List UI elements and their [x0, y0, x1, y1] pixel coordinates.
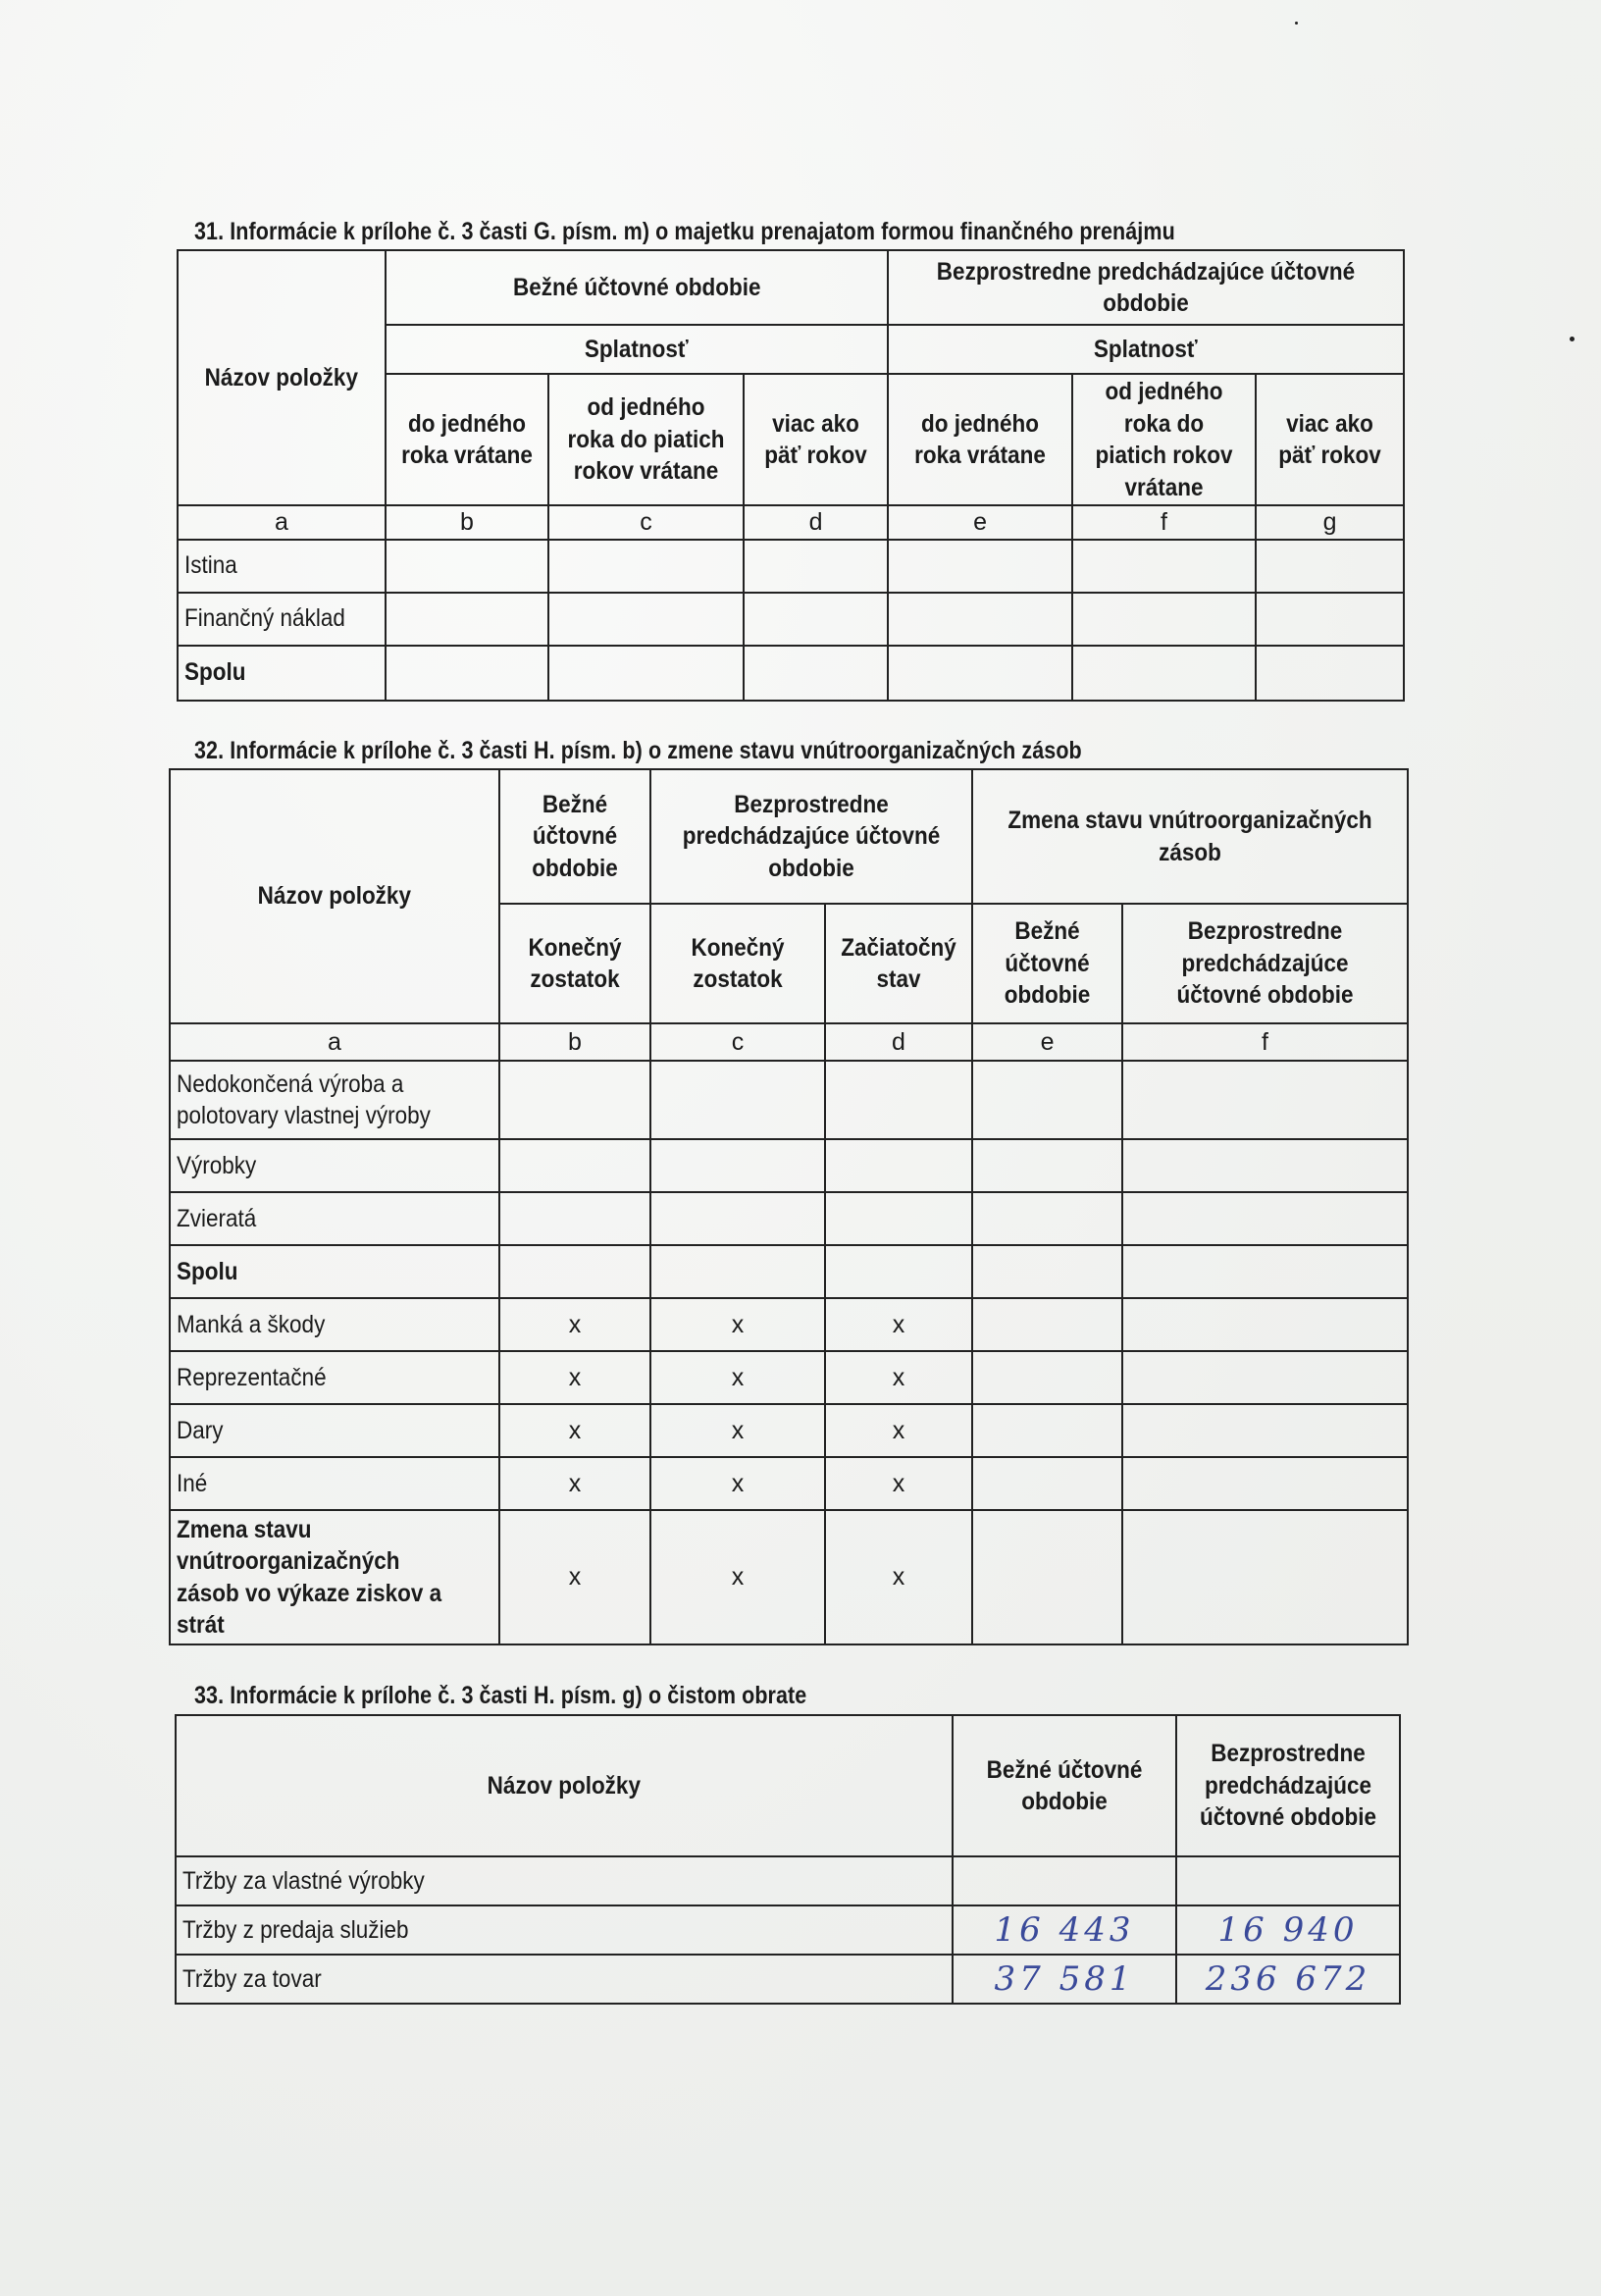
s32-letter-d: d — [825, 1023, 972, 1061]
s32-cell-d[interactable] — [825, 1139, 972, 1192]
s32-row-label: Spolu — [170, 1245, 499, 1298]
s32-letter-f: f — [1122, 1023, 1408, 1061]
s33-row-label: Tržby za vlastné výrobky — [176, 1856, 953, 1905]
s31-letter-e: e — [888, 505, 1072, 540]
s31-cell[interactable] — [386, 646, 548, 701]
s31-col-g-header: viac ako päť rokov — [1256, 374, 1404, 505]
section-31-title: 31. Informácie k prílohe č. 3 časti G. písm. m) o majetku prenajatom formou finančného prenájmu — [194, 218, 1175, 245]
s31-maturity-current: Splatnosť — [386, 325, 888, 374]
s32-cell-c[interactable]: x — [650, 1351, 825, 1404]
s32-cell-c[interactable] — [650, 1061, 825, 1139]
s32-row-label: Zvieratá — [170, 1192, 499, 1245]
s31-cell[interactable] — [1072, 646, 1256, 701]
s32-cell-c[interactable] — [650, 1139, 825, 1192]
s33-row-label: Tržby z predaja služieb — [176, 1905, 953, 1955]
s32-cell-d[interactable]: x — [825, 1404, 972, 1457]
s31-cell[interactable] — [744, 646, 888, 701]
s33-previous-value[interactable]: 16 940 — [1176, 1905, 1400, 1955]
s31-row-label: Istina — [178, 540, 386, 593]
s33-previous-value[interactable]: 236 672 — [1176, 1955, 1400, 2004]
s32-cell-d[interactable] — [825, 1061, 972, 1139]
s31-cell[interactable] — [888, 593, 1072, 646]
section-32-table — [169, 768, 1409, 1645]
s32-cell-e[interactable] — [972, 1510, 1122, 1644]
s31-name-header: Názov položky — [178, 250, 386, 505]
s32-cell-b[interactable] — [499, 1245, 650, 1298]
s32-name-header: Názov položky — [170, 769, 499, 1023]
s31-row-label: Spolu — [178, 646, 386, 701]
s32-cell-b[interactable] — [499, 1192, 650, 1245]
s32-cell-e[interactable] — [972, 1061, 1122, 1139]
s32-cell-b[interactable]: x — [499, 1404, 650, 1457]
s32-cell-c[interactable]: x — [650, 1298, 825, 1351]
s31-cell[interactable] — [1256, 646, 1404, 701]
s31-cell[interactable] — [548, 646, 744, 701]
s32-col-b-header: Konečný zostatok — [499, 904, 650, 1023]
s32-cell-d[interactable]: x — [825, 1298, 972, 1351]
s32-cell-d[interactable]: x — [825, 1510, 972, 1644]
s32-cell-f[interactable] — [1122, 1404, 1408, 1457]
s31-cell[interactable] — [744, 540, 888, 593]
s31-col-c-header: od jedného roka do piatich rokov vrátane — [548, 374, 744, 505]
s32-cell-d[interactable]: x — [825, 1457, 972, 1510]
s31-col-b-header: do jedného roka vrátane — [386, 374, 548, 505]
s31-letter-c: c — [548, 505, 744, 540]
s31-cell[interactable] — [1256, 593, 1404, 646]
s32-letter-c: c — [650, 1023, 825, 1061]
s32-cell-f[interactable] — [1122, 1457, 1408, 1510]
s32-cell-b[interactable]: x — [499, 1510, 650, 1644]
s32-letter-a: a — [170, 1023, 499, 1061]
s32-cell-e[interactable] — [972, 1139, 1122, 1192]
s31-cell[interactable] — [548, 540, 744, 593]
s31-col-d-header: viac ako päť rokov — [744, 374, 888, 505]
s32-row-label: Iné — [170, 1457, 499, 1510]
s31-cell[interactable] — [1072, 593, 1256, 646]
s33-previous-value[interactable] — [1176, 1856, 1400, 1905]
s32-cell-f[interactable] — [1122, 1139, 1408, 1192]
s32-cell-f[interactable] — [1122, 1192, 1408, 1245]
s32-cell-f[interactable] — [1122, 1245, 1408, 1298]
s31-cell[interactable] — [386, 540, 548, 593]
s33-current-period-header: Bežné účtovné obdobie — [953, 1715, 1176, 1856]
s31-cell[interactable] — [386, 593, 548, 646]
s33-name-header: Názov položky — [176, 1715, 953, 1856]
s31-letter-a: a — [178, 505, 386, 540]
s33-previous-period-header: Bezprostredne predchádzajúce účtovné obdobie — [1176, 1715, 1400, 1856]
section-33-table — [175, 1714, 1401, 2005]
s31-cell[interactable] — [888, 646, 1072, 701]
s32-cell-b[interactable]: x — [499, 1351, 650, 1404]
s31-cell[interactable] — [744, 593, 888, 646]
s32-cell-b[interactable] — [499, 1061, 650, 1139]
s32-row-label: Reprezentačné — [170, 1351, 499, 1404]
s33-current-value[interactable]: 37 581 — [953, 1955, 1176, 2004]
s31-letter-d: d — [744, 505, 888, 540]
s32-cell-e[interactable] — [972, 1245, 1122, 1298]
s32-cell-e[interactable] — [972, 1351, 1122, 1404]
s32-cell-d[interactable] — [825, 1192, 972, 1245]
s32-cell-c[interactable]: x — [650, 1510, 825, 1644]
s31-cell[interactable] — [1072, 540, 1256, 593]
s31-cell[interactable] — [548, 593, 744, 646]
s32-col-c-header: Konečný zostatok — [650, 904, 825, 1023]
s32-cell-f[interactable] — [1122, 1351, 1408, 1404]
s32-row-label: Dary — [170, 1404, 499, 1457]
s32-row-label: Manká a škody — [170, 1298, 499, 1351]
s32-cell-c[interactable] — [650, 1192, 825, 1245]
s31-current-period-header: Bežné účtovné obdobie — [386, 250, 888, 325]
s32-cell-b[interactable] — [499, 1139, 650, 1192]
s32-col-d-header: Začiatočný stav — [825, 904, 972, 1023]
s33-current-value[interactable] — [953, 1856, 1176, 1905]
s32-row-label: Výrobky — [170, 1139, 499, 1192]
s32-change-header: Zmena stavu vnútroorganizačných zásob — [972, 769, 1408, 904]
s31-col-f-header: od jedného roka do piatich rokov vrátane — [1072, 374, 1256, 505]
s32-cell-e[interactable] — [972, 1457, 1122, 1510]
section-32-title: 32. Informácie k prílohe č. 3 časti H. písm. b) o zmene stavu vnútroorganizačných zásob — [194, 737, 1082, 764]
s32-col-f-header: Bezprostredne predchádzajúce účtovné obdobie — [1122, 904, 1408, 1023]
s32-cell-e[interactable] — [972, 1298, 1122, 1351]
s32-cell-b[interactable]: x — [499, 1457, 650, 1510]
s31-col-e-header: do jedného roka vrátane — [888, 374, 1072, 505]
s32-letter-b: b — [499, 1023, 650, 1061]
s32-cell-e[interactable] — [972, 1404, 1122, 1457]
section-33-title: 33. Informácie k prílohe č. 3 časti H. písm. g) o čistom obrate — [194, 1682, 807, 1709]
s32-cell-d[interactable] — [825, 1245, 972, 1298]
s32-row-label: Zmena stavu vnútroorganizačných zásob vo výkaze ziskov a strát — [170, 1510, 499, 1644]
s32-cell-d[interactable]: x — [825, 1351, 972, 1404]
s32-letter-e: e — [972, 1023, 1122, 1061]
s33-row-label: Tržby za tovar — [176, 1955, 953, 2004]
s31-letter-g: g — [1256, 505, 1404, 540]
s32-cell-c[interactable] — [650, 1245, 825, 1298]
s32-cell-c[interactable]: x — [650, 1404, 825, 1457]
s32-cell-e[interactable] — [972, 1192, 1122, 1245]
s32-row-label: Nedokončená výroba a polotovary vlastnej výroby — [170, 1061, 499, 1139]
s33-current-value[interactable]: 16 443 — [953, 1905, 1176, 1955]
s31-cell[interactable] — [888, 540, 1072, 593]
s32-previous-period-header: Bezprostredne predchádzajúce účtovné obdobie — [650, 769, 972, 904]
s31-letter-b: b — [386, 505, 548, 540]
s32-cell-f[interactable] — [1122, 1298, 1408, 1351]
s32-cell-c[interactable]: x — [650, 1457, 825, 1510]
s31-previous-period-header: Bezprostredne predchádzajúce účtovné obdobie — [888, 250, 1404, 325]
section-31-table — [177, 249, 1405, 702]
s31-row-label: Finančný náklad — [178, 593, 386, 646]
scan-speck — [1570, 337, 1575, 341]
s32-cell-f[interactable] — [1122, 1061, 1408, 1139]
s31-maturity-previous: Splatnosť — [888, 325, 1404, 374]
s32-cell-f[interactable] — [1122, 1510, 1408, 1644]
s32-col-e-header: Bežné účtovné obdobie — [972, 904, 1122, 1023]
s32-cell-b[interactable]: x — [499, 1298, 650, 1351]
s32-current-period-header: Bežné účtovné obdobie — [499, 769, 650, 904]
s31-cell[interactable] — [1256, 540, 1404, 593]
s31-letter-f: f — [1072, 505, 1256, 540]
scan-speck — [1295, 22, 1298, 25]
